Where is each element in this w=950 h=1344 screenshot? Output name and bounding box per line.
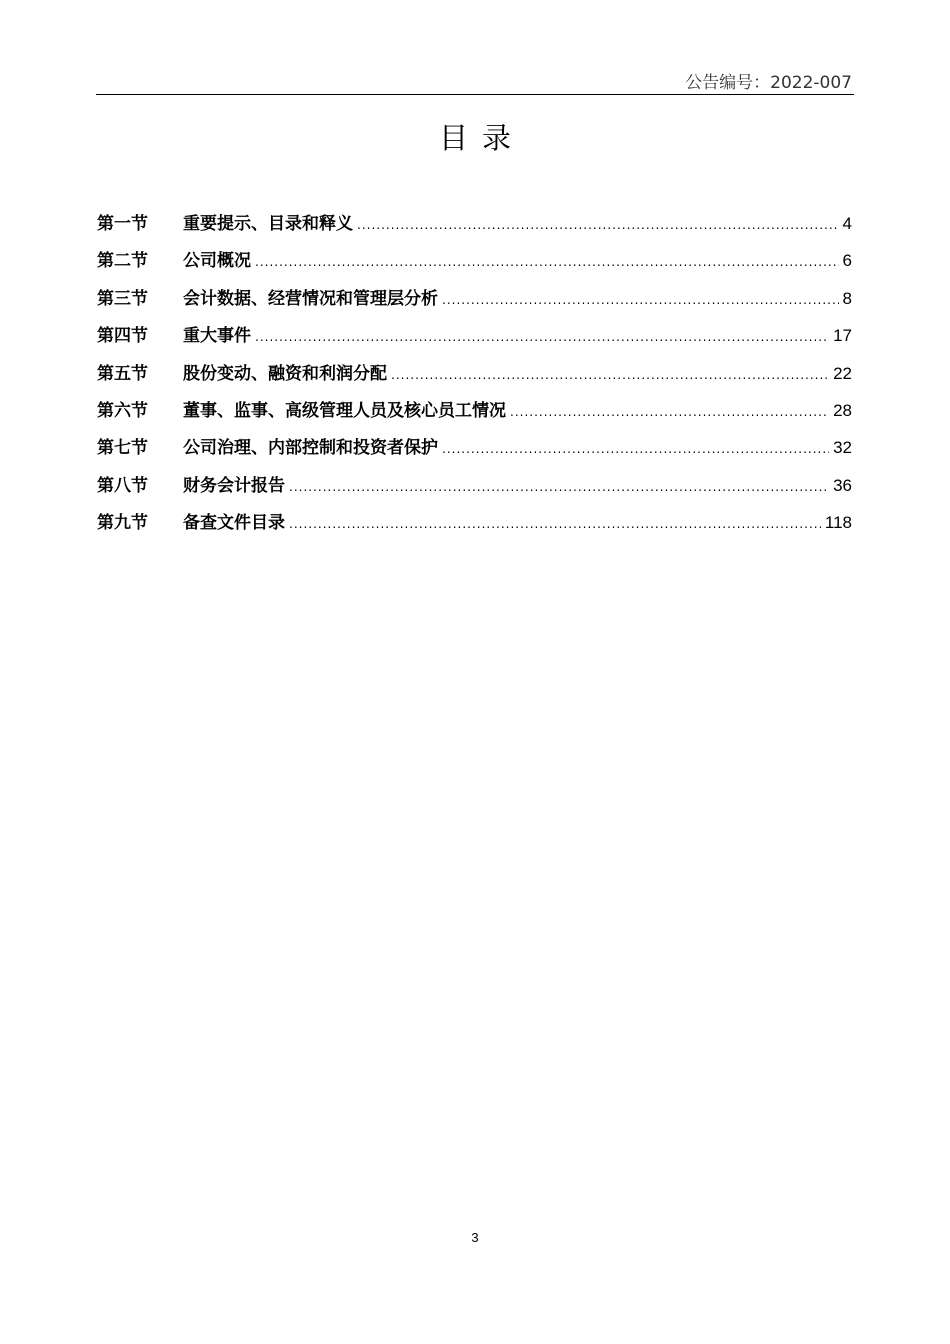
- table-of-contents: [97, 205, 852, 542]
- toc-entry[interactable]: [97, 429, 852, 466]
- toc-dot-leader: [289, 469, 829, 506]
- toc-entry[interactable]: [97, 242, 852, 279]
- toc-section-title: 会计数据、经营情况和管理层分析: [183, 288, 438, 309]
- toc-dot-leader: [442, 282, 839, 319]
- toc-dot-leader: [510, 394, 829, 431]
- toc-section-number: 第九节: [97, 513, 148, 534]
- toc-dot-leader: [289, 506, 821, 543]
- page-header: [96, 66, 854, 95]
- toc-page-number: 8: [842, 288, 852, 308]
- toc-section-title: 财务会计报告: [183, 475, 285, 496]
- toc-page-number: 28: [833, 400, 852, 420]
- toc-section-number: 第四节: [97, 326, 148, 347]
- toc-entry[interactable]: [97, 355, 852, 392]
- toc-page-number: 4: [842, 214, 852, 233]
- toc-entry[interactable]: [97, 280, 852, 317]
- toc-section-title: 备查文件目录: [183, 513, 285, 534]
- toc-page-number: 17: [833, 326, 852, 346]
- toc-dot-leader: [255, 244, 839, 281]
- toc-entry[interactable]: [97, 317, 852, 354]
- footer-page-number: 3: [471, 1230, 479, 1245]
- toc-section-title: 重要提示、目录和释义: [183, 214, 353, 234]
- toc-section-number: 第三节: [97, 288, 148, 309]
- toc-entry[interactable]: [97, 392, 852, 429]
- toc-section-title: 重大事件: [183, 326, 251, 347]
- toc-page-number: 118: [824, 513, 852, 533]
- toc-section-number: 第八节: [97, 475, 148, 496]
- toc-dot-leader: [442, 431, 829, 468]
- toc-section-number: 第五节: [97, 363, 148, 384]
- toc-page-number: 6: [842, 251, 852, 271]
- toc-page-number: 32: [833, 438, 852, 458]
- toc-section-number: 第六节: [97, 400, 148, 421]
- toc-section-title: 股份变动、融资和利润分配: [183, 363, 387, 384]
- toc-section-number: 第二节: [97, 251, 148, 272]
- toc-entry[interactable]: [97, 467, 852, 504]
- toc-section-title: 公司治理、内部控制和投资者保护: [183, 438, 438, 459]
- toc-section-title: 公司概况: [183, 251, 251, 272]
- toc-dot-leader: [357, 207, 839, 244]
- toc-section-number: 第一节: [97, 214, 148, 234]
- toc-dot-leader: [255, 319, 829, 356]
- toc-dot-leader: [391, 357, 829, 394]
- toc-section-title: 董事、监事、高级管理人员及核心员工情况: [183, 400, 506, 421]
- toc-page-number: 22: [833, 363, 852, 383]
- toc-entry[interactable]: [97, 205, 852, 242]
- page-title: 目录: [438, 121, 525, 155]
- toc-entry[interactable]: [97, 504, 852, 541]
- announcement-number: 公告编号：2022-007: [685, 73, 852, 93]
- toc-section-number: 第七节: [97, 438, 148, 459]
- toc-page-number: 36: [833, 475, 852, 495]
